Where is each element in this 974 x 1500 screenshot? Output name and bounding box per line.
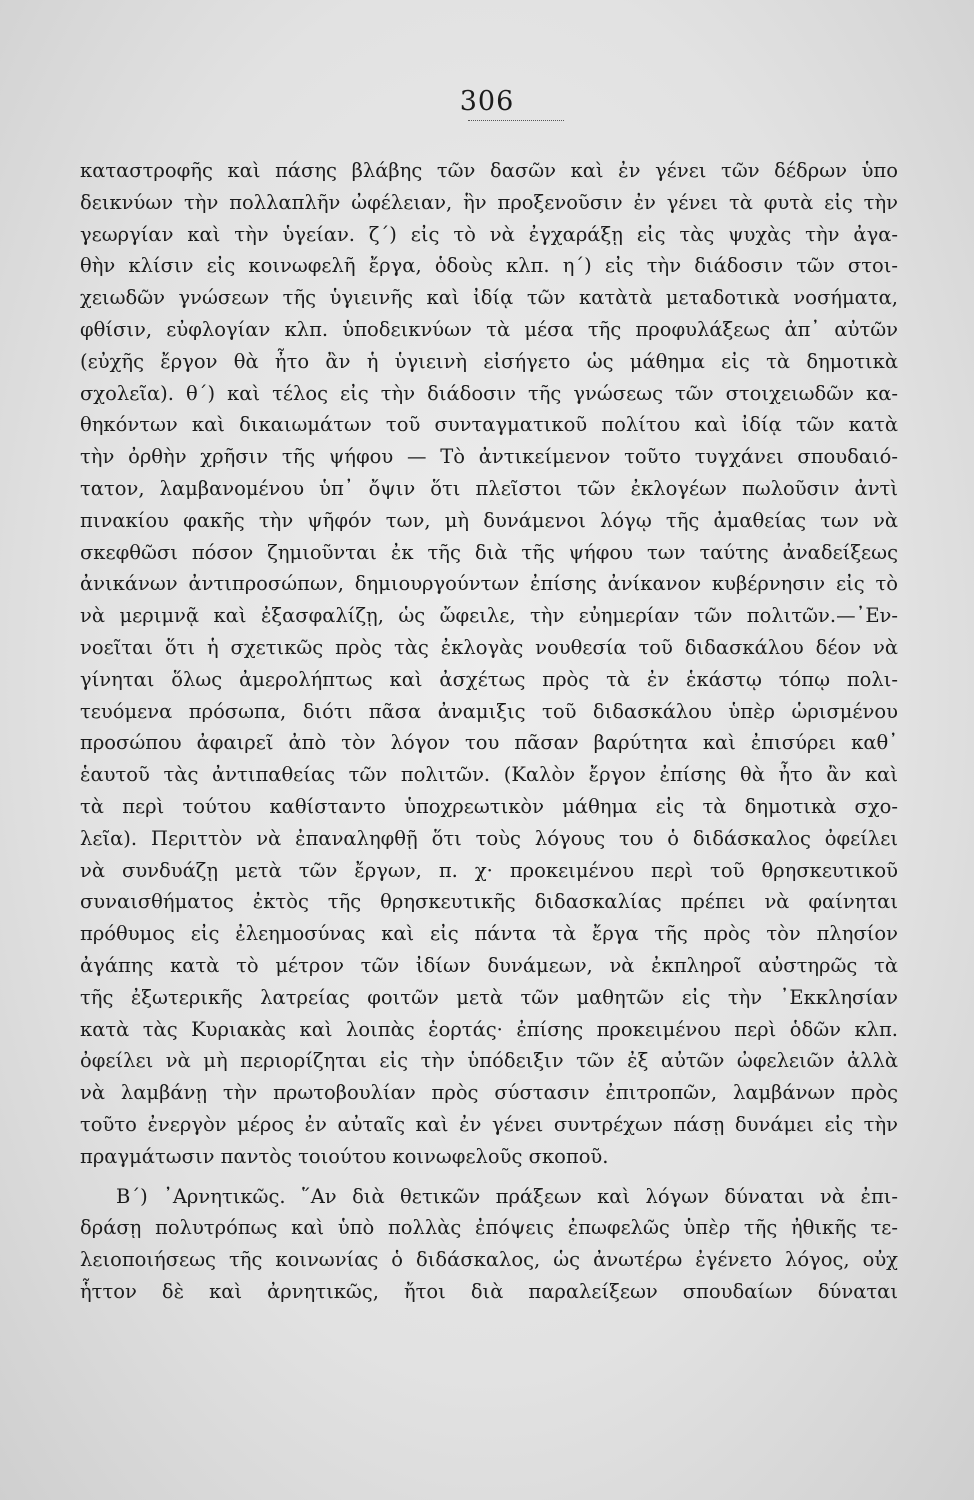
text-line: ἀγάπης κατὰ τὸ μέτρον τῶν ἰδίων δυνάμεων, νὰ ἐκπληροῖ αὐστηρῶς τὰ <box>80 953 898 977</box>
text-line: τευόμενα πρόσωπα, διότι πᾶσα ἀναμιξις τοῦ διδασκάλου ὑπὲρ ὡρισμένου <box>80 699 898 723</box>
text-line: σχολεῖα). θ΄) καὶ τέλος εἰς τὴν διάδοσιν τῆς γνώσεως τῶν στοιχειωδῶν κα- <box>80 381 898 405</box>
text-line: νὰ μεριμνᾷ καὶ ἐξασφαλίζῃ, ὡς ὤφειλε, τὴν εὐημερίαν τῶν πολιτῶν.—᾽Εν- <box>80 604 898 628</box>
text-line: σκεφθῶσι πόσον ζημιοῦνται ἐκ τῆς διὰ τῆς ψήφου των ταύτης ἀναδείξεως <box>80 540 898 564</box>
text-line: θὴν κλίσιν εἰς κοινωφελῆ ἔργα, ὁδοὺς κλπ. η΄) εἰς τὴν διάδοσιν τῶν στοι- <box>80 254 898 278</box>
text-line: γίνηται ὅλως ἀμερολήπτως καὶ ἀσχέτως πρὸς τὰ ἐν ἑκάστῳ τόπῳ πολι- <box>80 667 898 691</box>
text-line: ἀνικάνων ἀντιπροσώπων, δημιουργούντων ἐπίσης ἀνίκανον κυβέρνησιν εἰς τὸ <box>80 572 898 596</box>
text-line: προσώπου ἀφαιρεῖ ἀπὸ τὸν λόγον του πᾶσαν βαρύτητα καὶ ἐπισύρει καθ᾽ <box>80 731 898 755</box>
page-number-rule <box>468 120 564 121</box>
text-line: ἑαυτοῦ τὰς ἀντιπαθείας τῶν πολιτῶν. (Καλὸν ἔργον ἐπίσης θὰ ἦτο ἂν καὶ <box>80 763 898 787</box>
section-b-line: ἧττον δὲ καὶ ἀρνητικῶς, ἤτοι διὰ παραλείξεων σπουδαίων δύναται <box>80 1279 898 1303</box>
text-line: συναισθήματος ἐκτὸς τῆς θρησκευτικῆς διδασκαλίας πρέπει νὰ φαίνηται <box>80 890 898 914</box>
text-line: τῆς ἐξωτερικῆς λατρείας φοιτῶν μετὰ τῶν μαθητῶν εἰς τὴν ᾽Εκκλησίαν <box>80 985 898 1009</box>
text-line: νὰ λαμβάνῃ τὴν πρωτοβουλίαν πρὸς σύστασιν ἐπιτροπῶν, λαμβάνων πρὸς <box>80 1081 898 1105</box>
text-line: ὀφείλει νὰ μὴ περιορίζηται εἰς τὴν ὑπόδειξιν τῶν ἐξ αὐτῶν ὠφελειῶν ἀλλὰ <box>80 1049 898 1073</box>
text-line: λεῖα). Περιττὸν νὰ ἐπαναληφθῇ ὅτι τοὺς λόγους του ὁ διδάσκαλος ὀφείλει <box>80 826 898 850</box>
text-line: τατον, λαμβανομένου ὑπ᾽ ὄψιν ὅτι πλεῖστοι τῶν ἐκλογέων πωλοῦσιν ἀντὶ <box>80 476 898 500</box>
text-line: τοῦτο ἐνεργὸν μέρος ἐν αὐταῖς καὶ ἐν γένει συντρέχων πάσῃ δυνάμει εἰς τὴν <box>80 1112 898 1136</box>
text-line: νὰ συνδυάζῃ μετὰ τῶν ἔργων, π. χ· προκειμένου περὶ τοῦ θρησκευτικοῦ <box>80 858 898 882</box>
text-line: κατὰ τὰς Κυριακὰς καὶ λοιπὰς ἑορτάς· ἐπίσης προκειμένου περὶ ὁδῶν κλπ. <box>80 1017 898 1041</box>
body-text <box>80 155 898 1308</box>
text-line: φθίσιν, εὐφλογίαν κλπ. ὑποδεικνύων τὰ μέσα τῆς προφυλάξεως ἀπ᾽ αὐτῶν <box>80 317 898 341</box>
page-number: 306 <box>459 86 515 117</box>
section-b-line: Β΄) ᾽Αρνητικῶς. ῞Αν διὰ θετικῶν πράξεων καὶ λόγων δύναται νὰ ἐπι- <box>116 1184 898 1208</box>
text-line: πρόθυμος εἰς ἐλεημοσύνας καὶ εἰς πάντα τὰ ἔργα τῆς πρὸς τὸν πλησίον <box>80 922 898 946</box>
text-line: (εὐχῆς ἔργον θὰ ἦτο ἂν ἡ ὑγιεινὴ εἰσήγετο ὡς μάθημα εἰς τὰ δημοτικὰ <box>80 349 898 373</box>
text-line: καταστροφῆς καὶ πάσης βλάβης τῶν δασῶν καὶ ἐν γένει τῶν δέδρων ὑπο <box>80 159 898 182</box>
text-line: πινακίου φακῆς τὴν ψῆφόν των, μὴ δυνάμενοι λόγῳ τῆς ἀμαθείας των νὰ <box>80 508 898 532</box>
section-b-line: λειοποιήσεως τῆς κοινωνίας ὁ διδάσκαλος, ὡς ἀνωτέρω ἐγένετο λόγος, οὐχ <box>80 1248 898 1272</box>
text-line: θηκόντων καὶ δικαιωμάτων τοῦ συνταγματικοῦ πολίτου καὶ ἰδίᾳ τῶν κατὰ <box>80 413 898 437</box>
text-line: γεωργίαν καὶ τὴν ὑγείαν. ζ΄) εἰς τὸ νὰ ἐγχαράξῃ εἰς τὰς ψυχὰς τὴν ἀγα- <box>80 222 898 246</box>
text-line: νοεῖται ὅτι ἡ σχετικῶς πρὸς τὰς ἐκλογὰς νουθεσία τοῦ διδασκάλου δέον νὰ <box>80 635 898 659</box>
text-line: δεικνύων τὴν πολλαπλῆν ὠφέλειαν, ἣν προξενοῦσιν ἐν γένει τὰ φυτὰ εἰς τὴν <box>80 190 898 214</box>
section-b-line: δράσῃ πολυτρόπως καὶ ὑπὸ πολλὰς ἐπόψεις ἐπωφελῶς ὑπὲρ τῆς ἠθικῆς τε- <box>80 1216 898 1240</box>
text-line: τὴν ὀρθὴν χρῆσιν τῆς ψήφου — Τὸ ἀντικείμενον τοῦτο τυγχάνει σπουδαιό- <box>80 445 898 469</box>
text-line: πραγμάτωσιν παντὸς τοιούτου κοινωφελοῦς σκοποῦ. <box>80 1144 609 1168</box>
text-line: τὰ περὶ τούτου καθίσταντο ὑποχρεωτικὸν μάθημα εἰς τὰ δημοτικὰ σχο- <box>80 794 898 818</box>
text-line: χειωδῶν γνώσεων τῆς ὑγιεινῆς καὶ ἰδίᾳ τῶν κατὰτὰ μεταδοτικὰ νοσήματα, <box>80 286 898 310</box>
